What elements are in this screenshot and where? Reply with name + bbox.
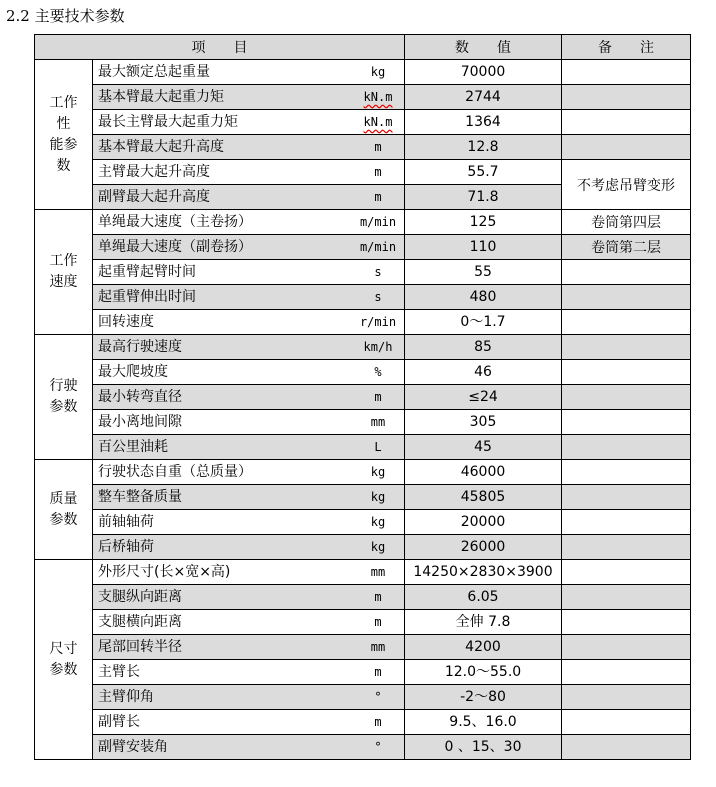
table-row xyxy=(35,410,691,435)
item-unit: m xyxy=(374,140,382,154)
remark-cell xyxy=(562,635,691,660)
remark-cell xyxy=(562,260,691,285)
item-name: 回转速度 xyxy=(98,314,154,330)
item-unit: m xyxy=(374,190,382,204)
item-unit: m xyxy=(374,590,382,604)
item-unit: m xyxy=(374,665,382,679)
item-unit: kN.m xyxy=(363,90,393,104)
item-unit: m/min xyxy=(359,240,397,254)
item-unit: r/min xyxy=(359,315,397,329)
item-name: 主臂最大起升高度 xyxy=(98,164,210,180)
spec-table-body xyxy=(35,60,691,760)
item-name: 支腿纵向距离 xyxy=(98,589,182,605)
item-cell xyxy=(93,710,405,735)
group-label xyxy=(35,460,93,560)
remark-cell xyxy=(562,85,691,110)
table-row xyxy=(35,710,691,735)
group-label-line: 速度 xyxy=(49,274,78,290)
header-item: 项 目 xyxy=(35,35,405,60)
item-name: 副臂安装角 xyxy=(98,739,168,755)
item-unit: % xyxy=(374,365,382,379)
item-unit: ° xyxy=(374,740,382,754)
group-label xyxy=(35,560,93,760)
item-unit: m xyxy=(374,390,382,404)
item-name: 支腿横向距离 xyxy=(98,614,182,630)
header-remark: 备 注 xyxy=(562,35,691,60)
item-name: 后桥轴荷 xyxy=(98,539,154,555)
remark-cell xyxy=(562,735,691,760)
item-cell xyxy=(93,85,405,110)
remark-cell xyxy=(562,460,691,485)
table-row xyxy=(35,285,691,310)
item-unit: mm xyxy=(370,415,386,429)
value-cell: 4200 xyxy=(405,635,562,660)
group-label-line: 参数 xyxy=(49,399,78,415)
value-cell: 2744 xyxy=(405,85,562,110)
remark-cell xyxy=(562,610,691,635)
table-row xyxy=(35,485,691,510)
table-row xyxy=(35,460,691,485)
item-cell xyxy=(93,685,405,710)
value-cell: 55.7 xyxy=(405,160,562,185)
item-unit: s xyxy=(374,265,382,279)
value-cell: 12.8 xyxy=(405,135,562,160)
item-cell xyxy=(93,660,405,685)
value-cell: 26000 xyxy=(405,535,562,560)
table-row xyxy=(35,235,691,260)
item-unit: m xyxy=(374,715,382,729)
item-name: 单绳最大速度（副卷扬） xyxy=(98,239,252,255)
remark-cell: 卷筒第四层 xyxy=(562,210,691,235)
remark-cell xyxy=(562,335,691,360)
group-label-line: 尺寸 xyxy=(49,640,78,657)
item-unit: mm xyxy=(370,640,386,654)
item-name: 副臂长 xyxy=(98,714,140,730)
remark-cell xyxy=(562,660,691,685)
remark-cell: 不考虑吊臂变形 xyxy=(562,160,691,210)
remark-cell xyxy=(562,585,691,610)
remark-cell xyxy=(562,710,691,735)
table-row xyxy=(35,310,691,335)
remark-cell xyxy=(562,685,691,710)
item-name: 最小离地间隙 xyxy=(98,414,182,430)
value-cell: 70000 xyxy=(405,60,562,85)
item-name: 行驶状态自重（总质量） xyxy=(98,464,252,480)
table-row xyxy=(35,335,691,360)
item-cell xyxy=(93,635,405,660)
item-name: 副臂最大起升高度 xyxy=(98,189,210,205)
item-unit: ° xyxy=(374,690,382,704)
group-label-line: 行驶 xyxy=(49,378,78,394)
table-row xyxy=(35,510,691,535)
table-row xyxy=(35,135,691,160)
table-row xyxy=(35,210,691,235)
item-name: 最大爬坡度 xyxy=(98,364,168,380)
item-name: 整车整备质量 xyxy=(98,489,182,505)
item-unit: m/min xyxy=(359,215,397,229)
item-cell xyxy=(93,610,405,635)
item-name: 最长主臂最大起重力矩 xyxy=(98,114,238,130)
item-cell xyxy=(93,460,405,485)
remark-cell xyxy=(562,285,691,310)
table-row xyxy=(35,385,691,410)
table-row xyxy=(35,85,691,110)
item-unit: kg xyxy=(370,65,386,79)
group-label-line: 参数 xyxy=(49,511,78,528)
item-name: 百公里油耗 xyxy=(98,439,168,455)
item-unit: kg xyxy=(370,515,386,529)
item-cell xyxy=(93,110,405,135)
item-unit: kg xyxy=(370,465,386,479)
item-cell xyxy=(93,535,405,560)
group-label-line: 性 xyxy=(56,115,71,132)
spec-table xyxy=(34,34,691,760)
group-label-line: 工作 xyxy=(49,94,78,111)
item-cell xyxy=(93,210,405,235)
item-name: 外形尺寸(长×宽×高) xyxy=(98,564,231,580)
remark-cell xyxy=(562,435,691,460)
item-cell xyxy=(93,260,405,285)
item-cell xyxy=(93,385,405,410)
table-row xyxy=(35,660,691,685)
item-unit: s xyxy=(374,290,382,304)
item-name: 主臂仰角 xyxy=(98,689,154,705)
remark-cell xyxy=(562,410,691,435)
value-cell: 9.5、16.0 xyxy=(405,710,562,735)
item-cell xyxy=(93,735,405,760)
item-unit: kN.m xyxy=(363,115,393,129)
remark-cell xyxy=(562,485,691,510)
remark-cell: 卷筒第二层 xyxy=(562,235,691,260)
group-label-line: 参数 xyxy=(49,661,78,678)
item-name: 单绳最大速度（主卷扬） xyxy=(98,214,252,230)
remark-cell xyxy=(562,60,691,85)
item-unit: mm xyxy=(370,565,386,579)
value-cell: 305 xyxy=(405,410,562,435)
item-cell xyxy=(93,285,405,310)
value-cell: 0～1.7 xyxy=(405,310,562,335)
item-name: 尾部回转半径 xyxy=(98,639,182,655)
item-cell xyxy=(93,310,405,335)
item-name: 起重臂伸出时间 xyxy=(98,289,196,305)
value-cell: 46000 xyxy=(405,460,562,485)
table-row xyxy=(35,735,691,760)
group-label-line: 数 xyxy=(56,157,71,174)
item-cell xyxy=(93,60,405,85)
item-cell xyxy=(93,185,405,210)
item-unit: m xyxy=(374,615,382,629)
value-cell: 125 xyxy=(405,210,562,235)
remark-cell xyxy=(562,535,691,560)
item-cell xyxy=(93,410,405,435)
remark-cell xyxy=(562,110,691,135)
item-name: 最大额定总起重量 xyxy=(98,64,210,80)
group-label-line: 能参 xyxy=(49,136,78,153)
remark-cell xyxy=(562,510,691,535)
table-row xyxy=(35,635,691,660)
item-cell xyxy=(93,560,405,585)
remark-cell xyxy=(562,385,691,410)
item-name: 最高行驶速度 xyxy=(98,339,182,355)
group-label xyxy=(35,210,93,335)
item-cell xyxy=(93,160,405,185)
item-cell xyxy=(93,485,405,510)
group-label-line: 质量 xyxy=(49,490,78,507)
table-row xyxy=(35,585,691,610)
value-cell: 14250×2830×3900 xyxy=(405,560,562,585)
table-row xyxy=(35,260,691,285)
value-cell: 0 、15、30 xyxy=(405,735,562,760)
value-cell: 6.05 xyxy=(405,585,562,610)
item-unit: m xyxy=(374,165,382,179)
table-header-row xyxy=(35,35,691,60)
table-row xyxy=(35,560,691,585)
group-label xyxy=(35,60,93,210)
table-row xyxy=(35,535,691,560)
table-row xyxy=(35,435,691,460)
item-name: 主臂长 xyxy=(98,664,140,680)
value-cell: 85 xyxy=(405,335,562,360)
value-cell: 55 xyxy=(405,260,562,285)
value-cell: 480 xyxy=(405,285,562,310)
item-name: 基本臂最大起重力矩 xyxy=(98,89,224,105)
value-cell: 71.8 xyxy=(405,185,562,210)
item-cell xyxy=(93,435,405,460)
item-cell xyxy=(93,585,405,610)
item-cell xyxy=(93,135,405,160)
value-cell: 110 xyxy=(405,235,562,260)
item-unit: kg xyxy=(370,490,386,504)
item-cell xyxy=(93,335,405,360)
item-name: 起重臂起臂时间 xyxy=(98,264,196,280)
value-cell: 20000 xyxy=(405,510,562,535)
value-cell: 12.0～55.0 xyxy=(405,660,562,685)
item-name: 基本臂最大起升高度 xyxy=(98,139,224,155)
table-row xyxy=(35,685,691,710)
table-row xyxy=(35,360,691,385)
table-row xyxy=(35,60,691,85)
item-name: 前轴轴荷 xyxy=(98,514,154,530)
remark-cell xyxy=(562,560,691,585)
item-cell xyxy=(93,235,405,260)
item-name: 最小转弯直径 xyxy=(98,389,182,405)
group-label-line: 工作 xyxy=(49,253,78,269)
item-cell xyxy=(93,510,405,535)
value-cell: 45805 xyxy=(405,485,562,510)
remark-cell xyxy=(562,360,691,385)
item-unit: L xyxy=(374,440,382,454)
header-value: 数 值 xyxy=(405,35,562,60)
table-row xyxy=(35,110,691,135)
value-cell: 46 xyxy=(405,360,562,385)
table-row xyxy=(35,160,691,185)
value-cell: -2～80 xyxy=(405,685,562,710)
value-cell: 45 xyxy=(405,435,562,460)
item-unit: km/h xyxy=(363,340,393,354)
remark-cell xyxy=(562,135,691,160)
value-cell: 全伸 7.8 xyxy=(405,610,562,635)
value-cell: 1364 xyxy=(405,110,562,135)
table-row xyxy=(35,610,691,635)
group-label xyxy=(35,335,93,460)
section-title: 2.2 主要技术参数 xyxy=(6,7,125,25)
item-cell xyxy=(93,360,405,385)
item-unit: kg xyxy=(370,540,386,554)
remark-cell xyxy=(562,310,691,335)
value-cell: ≤24 xyxy=(405,385,562,410)
